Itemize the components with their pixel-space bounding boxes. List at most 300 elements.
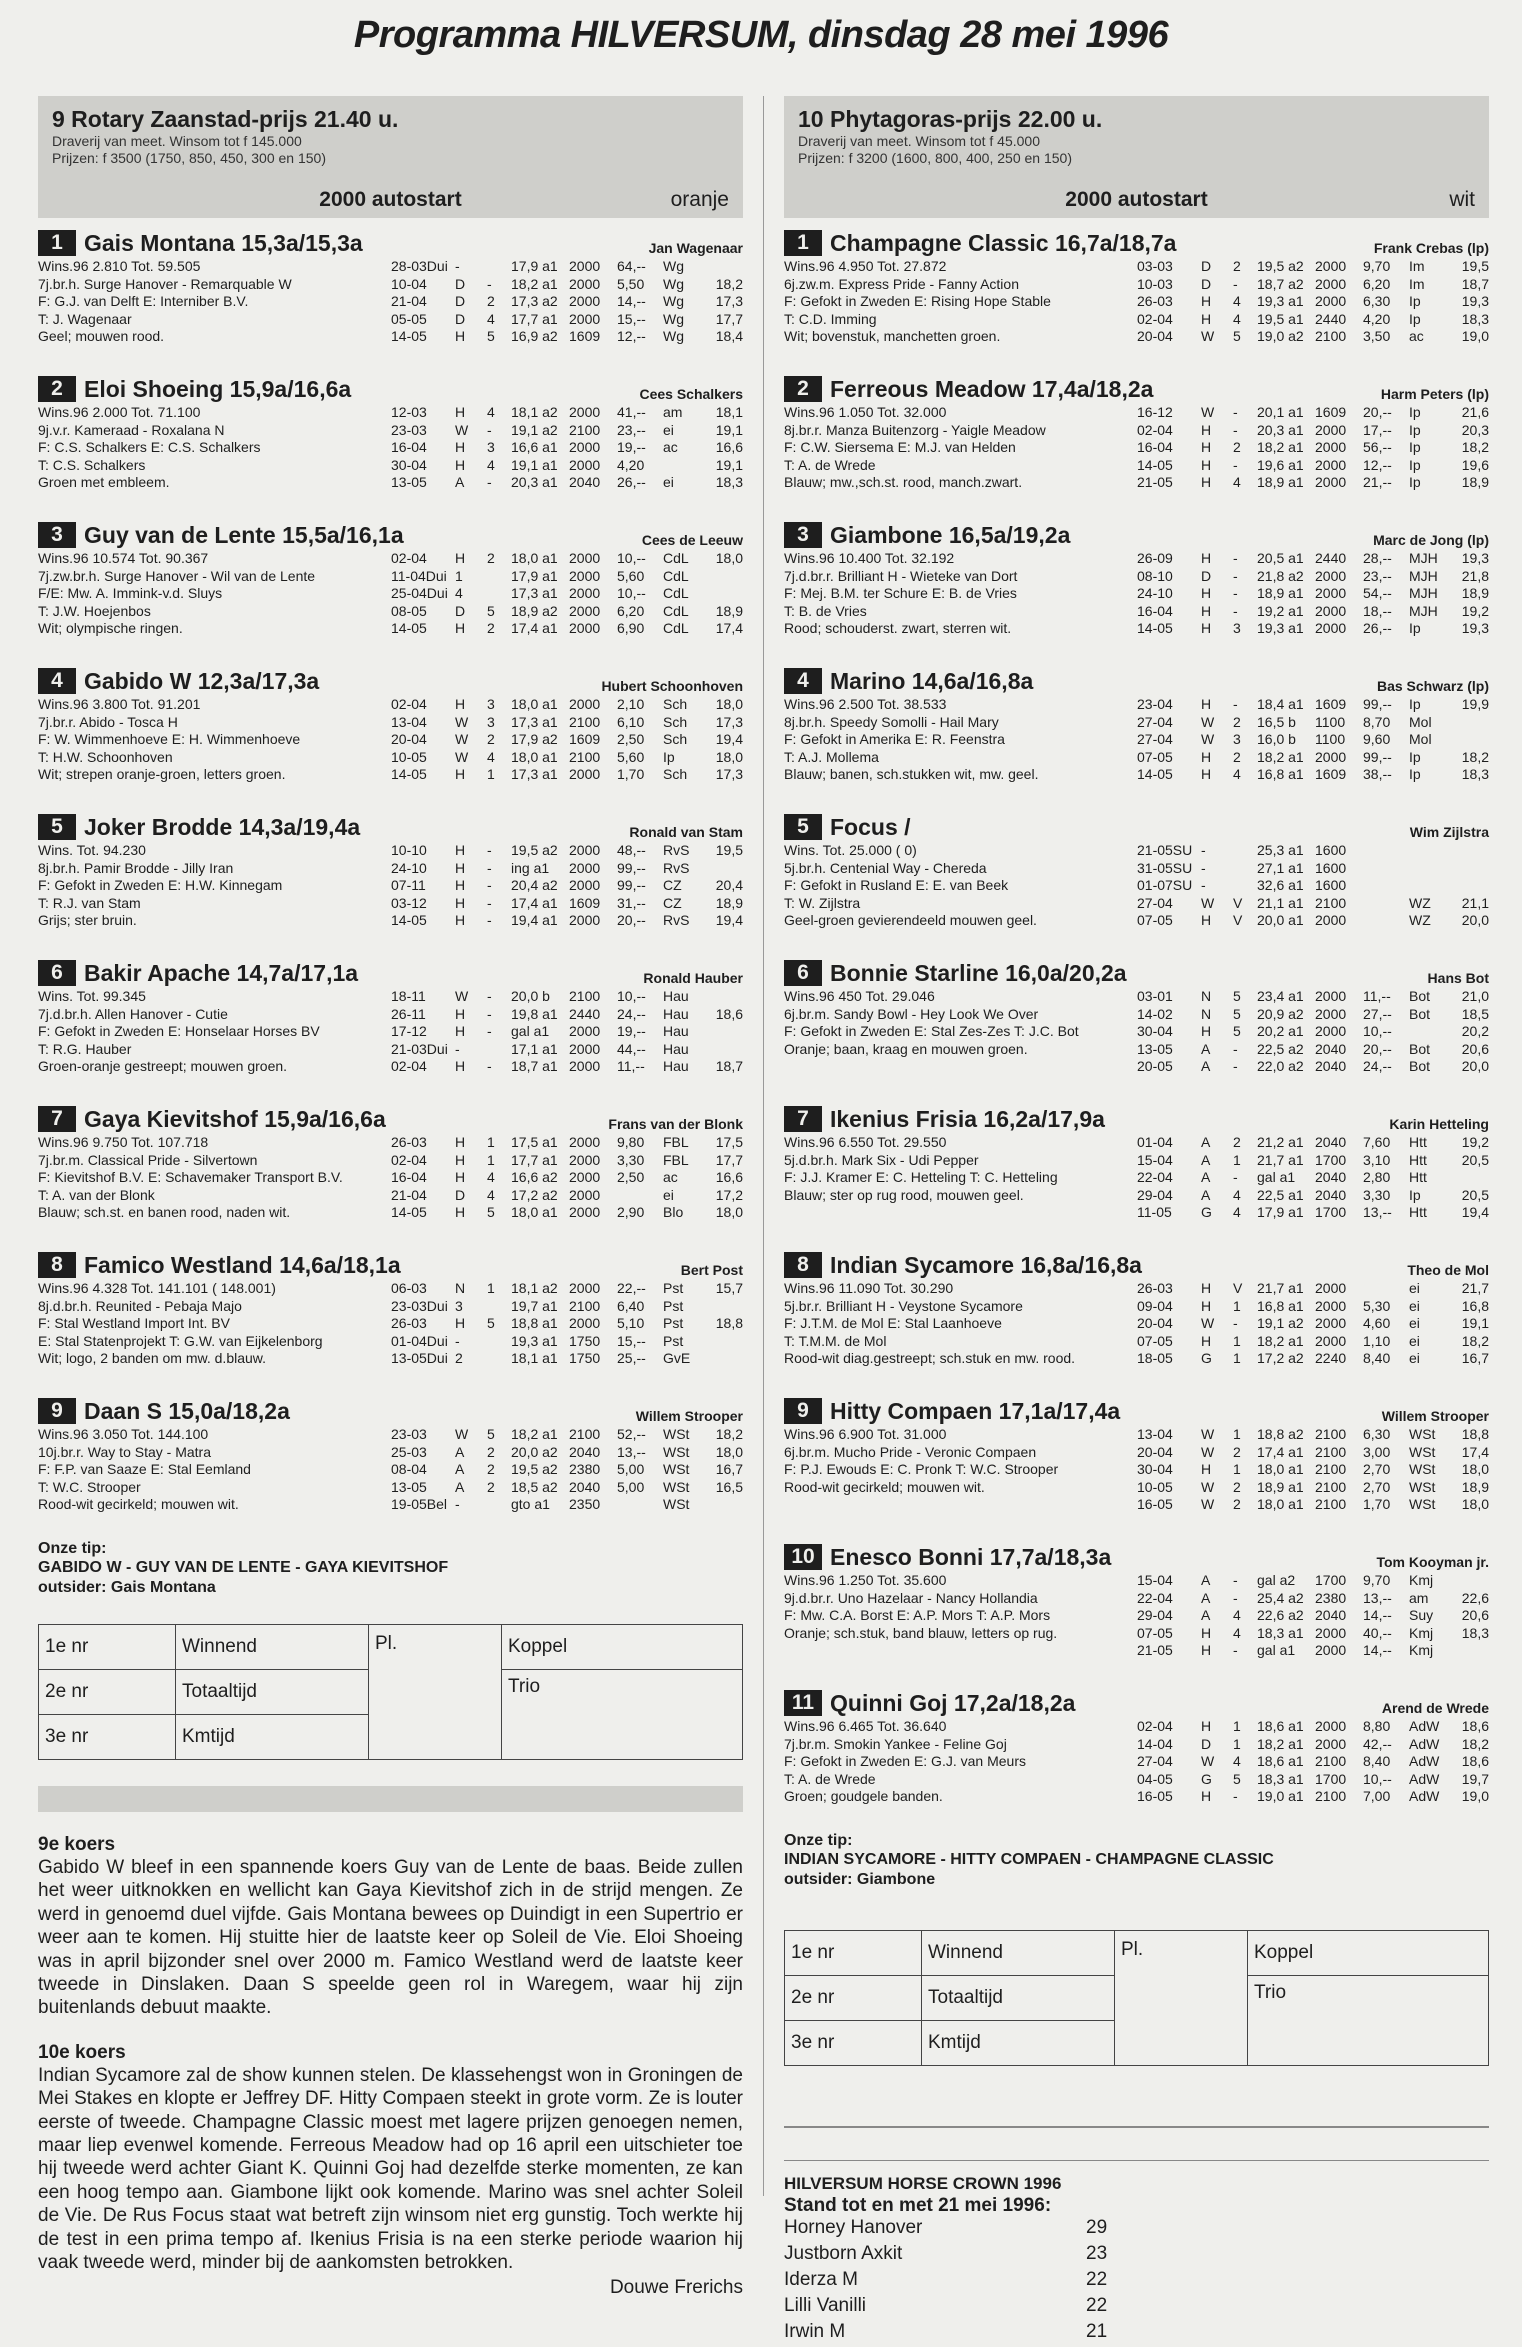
start-cell: 8,40: [1363, 1753, 1391, 1770]
start-cell: G: [1201, 1770, 1212, 1787]
start-cell: 4: [1233, 293, 1241, 310]
start-cell: 2,70: [1363, 1478, 1391, 1495]
start-cell: ei: [1409, 1297, 1420, 1314]
start-row: [1137, 585, 1489, 603]
start-row: [1137, 1333, 1489, 1351]
recent-starts: [391, 696, 743, 784]
start-cell: 19,--: [617, 439, 646, 456]
horse-details: [38, 1426, 743, 1532]
horse-info-line: Oranje; baan, kraag en mouwen groen.: [784, 1040, 1028, 1057]
start-cell: 21-05SU: [1137, 842, 1193, 858]
start-cell: 18,--: [1363, 602, 1392, 619]
start-cell: -: [487, 275, 492, 292]
horse-info-line: 9j.d.br.r. Uno Hazelaar - Nancy Hollandia: [784, 1589, 1038, 1606]
start-cell: 23-03Dui: [391, 1297, 448, 1314]
start-cell: H: [1201, 550, 1212, 566]
start-cell: -: [1201, 859, 1206, 876]
start-cell: 10-05: [1137, 1478, 1173, 1495]
horse-details: [38, 258, 743, 364]
start-row: [391, 766, 743, 784]
result-koppel-label: Koppel: [502, 1625, 743, 1670]
horse-info-line: F: Mw. C.A. Borst E: A.P. Mors T: A.P. Mors: [784, 1607, 1051, 1624]
start-cell: 2000: [1315, 275, 1347, 292]
start-cell: -: [455, 1332, 460, 1349]
start-cell: G: [1201, 1204, 1212, 1221]
horse-details: [38, 404, 743, 510]
start-cell: 2040: [1315, 1040, 1347, 1057]
start-cell: 4: [1233, 1607, 1241, 1624]
start-cell: 14-02: [1137, 1005, 1173, 1022]
result-first-label: 1e nr: [39, 1625, 176, 1670]
horse-info-line: 6j.br.m. Mucho Pride - Veronic Compaen: [784, 1443, 1037, 1460]
start-cell: 13,--: [1363, 1204, 1392, 1221]
start-row: [391, 1187, 743, 1205]
start-cell: 99,--: [1363, 696, 1392, 712]
start-cell: -: [1233, 404, 1238, 420]
horse-info-line: F: Gefokt in Amerika E: R. Feenstra: [784, 731, 1005, 748]
start-cell: 5,50: [617, 275, 645, 292]
start-row: [391, 988, 743, 1006]
start-row: [391, 1204, 743, 1222]
start-cell: 5,60: [617, 748, 645, 765]
start-cell: 21,6: [1461, 404, 1489, 420]
horse-header: [784, 230, 1489, 258]
start-cell: 27-04: [1137, 713, 1173, 730]
start-cell: 2: [1233, 748, 1241, 765]
start-cell: 20-04: [1137, 328, 1173, 345]
start-cell: Htt: [1409, 1169, 1427, 1186]
start-cell: Ip: [1409, 696, 1421, 712]
horse-info-line: F: Mej. B.M. ter Schure E: B. de Vries: [784, 585, 1017, 602]
start-cell: 20,4 a2: [511, 877, 558, 894]
start-cell: 16,7: [1461, 1350, 1489, 1367]
horse-header: [38, 1106, 743, 1134]
start-cell: 3: [487, 439, 495, 456]
start-cell: 18,8 a2: [1257, 1426, 1304, 1442]
horse-info-line: 7j.br.m. Smokin Yankee - Feline Goj: [784, 1735, 1007, 1752]
start-cell: 20,5 a1: [1257, 550, 1304, 566]
start-cell: W: [455, 713, 469, 730]
horse-info: [784, 1718, 1139, 1806]
start-cell: WSt: [663, 1496, 690, 1513]
horse-details: [38, 550, 743, 656]
driver-name: Hans Bot: [1427, 970, 1489, 986]
start-cell: H: [455, 620, 466, 637]
start-cell: Bot: [1409, 988, 1431, 1004]
start-cell: 18,3: [1461, 1624, 1489, 1641]
start-cell: 12,--: [617, 328, 646, 345]
start-cell: 2000: [569, 620, 601, 637]
start-cell: 2000: [569, 602, 601, 619]
start-row: [1137, 1590, 1489, 1608]
start-cell: -: [1233, 1642, 1238, 1659]
start-row: [1137, 895, 1489, 913]
koers10-text: Indian Sycamore zal de show kunnen stelen. De klassehengst won in Groningen de Mei Stakes en klopte er Jeffrey DF. Hitty Compaen steekt in grote vorm. Ze is louter eerste of tweede. Champagne Classic moest met lagere prijzen genoegen nemen, maar liep evenwel komende. Ferreous Meadow had op 16 april een uitschieter toe hij tweede werd achter Giant K. Quinni Goj had dezelfde sterke momenten, ze kan een hoog tempo aan. Giambone lijkt ook komende. Marino was snel achter Soleil de Vie. De Rus Focus staat wat betreft zijn winsom niet erg gunstig. Toch werkte hij de test in een prima tempo af. Ikenius Frisia is na een sterke periode waarion hij vaak tweede werd, minder bij de aankomsten betrokken.: [38, 2064, 743, 2274]
start-cell: H: [1201, 1718, 1212, 1734]
start-cell: H: [1201, 1461, 1212, 1478]
koers10-title: 10e koers: [38, 2041, 126, 2063]
horse-details: [38, 842, 743, 948]
start-cell: 19,1 a1: [511, 456, 558, 473]
horse-info-line: T: J.W. Hoejenbos: [38, 602, 151, 619]
start-cell: 18,3: [1461, 766, 1489, 783]
race-9-column: [38, 96, 743, 2299]
start-cell: 3,30: [617, 1151, 645, 1168]
start-cell: AdW: [1409, 1788, 1440, 1805]
start-cell: 02-04: [1137, 1718, 1173, 1734]
start-cell: 10-03: [1137, 275, 1173, 292]
start-cell: 5: [487, 1426, 495, 1442]
start-cell: FBL: [663, 1151, 689, 1168]
start-cell: D: [1201, 275, 1212, 292]
start-cell: 2: [487, 1478, 495, 1495]
start-cell: 29-04: [1137, 1186, 1173, 1203]
start-cell: 20,1 a1: [1257, 404, 1304, 420]
start-cell: 18,2: [1461, 439, 1489, 456]
recent-starts: [1137, 1426, 1489, 1514]
horse-info-line: Wit; olympische ringen.: [38, 620, 183, 637]
start-row: [391, 1280, 743, 1298]
result-third-label: 3e nr: [39, 1715, 176, 1760]
start-cell: -: [1233, 1315, 1238, 1332]
start-row: [1137, 1736, 1489, 1754]
horse-entry: [784, 1690, 1489, 1824]
start-cell: Pst: [663, 1280, 684, 1296]
start-cell: Sch: [663, 696, 688, 712]
horse-info: [38, 258, 393, 346]
horse-info: [784, 550, 1139, 638]
start-cell: -: [1233, 585, 1238, 602]
start-cell: 2000: [1315, 1280, 1347, 1296]
start-cell: WSt: [1409, 1478, 1436, 1495]
horse-header: [38, 960, 743, 988]
start-row: [391, 1444, 743, 1462]
start-cell: 26,--: [1363, 620, 1392, 637]
start-cell: 17,4 a1: [1257, 1443, 1304, 1460]
horse-info-line: T: C.D. Imming: [784, 310, 877, 327]
start-cell: 14-05: [391, 328, 427, 345]
horse-info-line: 5j.br.h. Centenial Way - Chereda: [784, 859, 987, 876]
recent-starts: [1137, 258, 1489, 346]
horse-name: Daan S 15,0a/18,2a: [84, 1398, 290, 1424]
start-cell: Ip: [1409, 404, 1421, 420]
start-cell: 2000: [569, 1023, 601, 1040]
start-cell: 20,3 a1: [1257, 421, 1304, 438]
recent-starts: [391, 842, 743, 930]
start-cell: H: [455, 1315, 466, 1332]
start-cell: gal a1: [1257, 1642, 1296, 1659]
start-cell: 13-05: [1137, 1040, 1173, 1057]
start-cell: 19,3 a1: [1257, 293, 1304, 310]
start-cell: W: [455, 1426, 469, 1442]
horse-info-line: Groen-oranje gestreept; mouwen groen.: [38, 1058, 288, 1075]
start-cell: 18,0 a1: [1257, 1461, 1304, 1478]
start-cell: 2: [487, 550, 495, 566]
start-cell: 26-03: [391, 1315, 427, 1332]
horse-details: [784, 1426, 1489, 1532]
start-cell: 13,--: [1363, 1589, 1392, 1606]
horse-info-line: 7j.d.br.r. Brilliant H - Wieteke van Dort: [784, 567, 1018, 584]
start-cell: Blo: [663, 1204, 684, 1221]
horse-details: [784, 842, 1489, 948]
start-cell: H: [455, 1134, 466, 1150]
start-cell: H: [1201, 585, 1212, 602]
start-cell: 19,0: [1461, 1788, 1489, 1805]
start-cell: 17,9 a1: [511, 567, 558, 584]
driver-name: Karin Hetteling: [1389, 1116, 1489, 1132]
start-cell: 52,--: [617, 1426, 646, 1442]
horse-name: Eloi Shoeing 15,9a/16,6a: [84, 376, 352, 402]
start-row: [1137, 1023, 1489, 1041]
horse-name: Bakir Apache 14,7a/17,1a: [84, 960, 359, 986]
horse-info-line: T: C.S. Schalkers: [38, 456, 146, 473]
horse-header: [38, 1252, 743, 1280]
start-cell: 18,0 a1: [511, 550, 558, 566]
start-cell: A: [1201, 1589, 1211, 1606]
horse-header: [784, 1398, 1489, 1426]
start-cell: 17,9 a1: [1257, 1204, 1304, 1221]
start-cell: 6,10: [617, 713, 645, 730]
horse-header: [38, 814, 743, 842]
start-cell: 19,3 a1: [1257, 620, 1304, 637]
start-cell: Hau: [663, 1023, 689, 1040]
horse-header: [38, 376, 743, 404]
start-cell: 13-05Dui: [391, 1350, 448, 1367]
start-cell: 21-05: [1137, 474, 1173, 491]
horse-header: [784, 1252, 1489, 1280]
start-cell: 2: [1233, 713, 1241, 730]
start-row: [1137, 1496, 1489, 1514]
start-row: [1137, 1607, 1489, 1625]
start-row: [1137, 1006, 1489, 1024]
horse-name: Famico Westland 14,6a/18,1a: [84, 1252, 401, 1278]
start-cell: 32,6 a1: [1257, 877, 1304, 894]
author: Douwe Frerichs: [609, 2276, 743, 2298]
start-cell: -: [487, 877, 492, 894]
start-cell: 15,--: [617, 1332, 646, 1349]
start-cell: 48,--: [617, 842, 646, 858]
horse-number: 9: [784, 1398, 822, 1424]
start-cell: 12,--: [1363, 456, 1392, 473]
start-row: [1137, 550, 1489, 568]
start-cell: -: [487, 912, 492, 929]
horse-name: Ikenius Frisia 16,2a/17,9a: [830, 1106, 1105, 1132]
horse-entry: [38, 1252, 743, 1386]
horse-details: [784, 1572, 1489, 1678]
start-cell: 5: [487, 328, 495, 345]
start-cell: 2000: [569, 912, 601, 929]
horse-number: 4: [38, 668, 76, 694]
start-cell: 18,0: [715, 696, 743, 712]
start-cell: A: [1201, 1134, 1211, 1150]
koers9-text: Gabido W bleef in een spannende koers Guy van de Lente de baas. Beide zullen het weer uitknokken en wellicht kan Gaya Kievitshof zich in de strijd mengen. Ze werd in genoemd duel vijfde. Gais Montana bewees op Duindigt in een Supertrio er weer aan te komen. Hij stuitte hier de laatste keer op Soleil de Vie. Eloi Shoeing was in april bijzonder snel over 2000 m. Famico Westland werd de laatste keer tweede in Dinslaken. Daan S speelde geen rol in Waregem, waar hij zijn buitenlands debuut maakte.: [38, 1857, 743, 2019]
start-cell: 2040: [569, 1443, 601, 1460]
crown-title: HILVERSUM HORSE CROWN 1996: [784, 2174, 1062, 2193]
start-cell: 13-04: [1137, 1426, 1173, 1442]
horse-info: [784, 1134, 1139, 1222]
start-cell: 6,30: [1363, 293, 1391, 310]
horse-info-line: T: T.M.M. de Mol: [784, 1332, 887, 1349]
start-cell: 44,--: [617, 1040, 646, 1057]
start-row: [1137, 1572, 1489, 1590]
start-cell: 16,8 a1: [1257, 766, 1304, 783]
start-cell: 4,20: [617, 456, 645, 473]
horse-name: Focus /: [830, 814, 911, 840]
start-row: [391, 696, 743, 714]
start-cell: 17,1 a1: [511, 1040, 558, 1057]
start-cell: am: [1409, 1589, 1429, 1606]
start-cell: A: [1201, 1058, 1211, 1075]
start-cell: 1: [487, 1151, 495, 1168]
start-row: [1137, 311, 1489, 329]
start-cell: 18,0 a1: [511, 748, 558, 765]
start-cell: 2100: [1315, 328, 1347, 345]
start-cell: 22,0 a2: [1257, 1058, 1304, 1075]
driver-name: Frans van der Blonk: [608, 1116, 743, 1132]
start-cell: 18,7 a2: [1257, 275, 1304, 292]
start-cell: 1600: [1315, 859, 1347, 876]
start-cell: 07-05: [1137, 1332, 1173, 1349]
horse-details: [38, 988, 743, 1094]
start-cell: Mol: [1409, 731, 1432, 748]
start-row: [1137, 1718, 1489, 1736]
start-row: [391, 1298, 743, 1316]
start-cell: W: [1201, 1496, 1215, 1513]
start-row: [1137, 714, 1489, 732]
start-cell: WSt: [1409, 1426, 1436, 1442]
start-row: [391, 585, 743, 603]
horse-info: [38, 1134, 393, 1222]
start-cell: H: [1201, 421, 1212, 438]
horse-details: [784, 258, 1489, 364]
start-cell: 9,70: [1363, 258, 1391, 274]
recent-starts: [1137, 1572, 1489, 1660]
horse-entry: [784, 1106, 1489, 1240]
start-row: [391, 1152, 743, 1170]
start-row: [391, 276, 743, 294]
start-cell: -: [487, 474, 492, 491]
start-cell: 1609: [569, 731, 601, 748]
start-cell: 9,70: [1363, 1572, 1391, 1588]
start-cell: 18-05: [1137, 1350, 1173, 1367]
start-cell: ei: [1409, 1315, 1420, 1332]
horse-entry: [784, 376, 1489, 510]
driver-name: Arend de Wrede: [1381, 1700, 1489, 1716]
start-cell: 16-04: [391, 1169, 427, 1186]
start-cell: D: [1201, 1735, 1212, 1752]
start-row: [1137, 696, 1489, 714]
start-cell: 17,4 a1: [511, 620, 558, 637]
horse-info-line: 7j.br.h. Surge Hanover - Remarquable W: [38, 275, 292, 292]
horse-entry: [38, 1106, 743, 1240]
start-cell: 14-05: [391, 620, 427, 637]
crown-points: 23: [1086, 2243, 1108, 2264]
start-cell: H: [1201, 439, 1212, 456]
horse-details: [784, 1718, 1489, 1824]
start-cell: 14-05: [391, 1204, 427, 1221]
race-prizes: Prijzen: f 3500 (1750, 850, 450, 300 en 150): [52, 150, 326, 166]
start-cell: ei: [663, 421, 674, 438]
start-cell: 1100: [1315, 731, 1346, 748]
start-cell: 2000: [1315, 988, 1347, 1004]
start-cell: 20,--: [1363, 404, 1392, 420]
start-cell: WSt: [663, 1426, 690, 1442]
start-cell: 21,8: [1461, 567, 1489, 584]
horse-name: Guy van de Lente 15,5a/16,1a: [84, 522, 404, 548]
start-cell: 20,--: [617, 912, 646, 929]
start-cell: W: [1201, 1478, 1215, 1495]
start-cell: 8,70: [1363, 713, 1391, 730]
start-cell: 19,1: [1461, 1315, 1489, 1332]
horse-header: [784, 376, 1489, 404]
start-cell: W: [1201, 1753, 1215, 1770]
start-cell: 26-03: [1137, 293, 1173, 310]
start-cell: 1,70: [617, 766, 645, 783]
start-cell: 20-05: [1137, 1058, 1173, 1075]
start-cell: gal a1: [511, 1023, 550, 1040]
start-cell: 10,--: [617, 550, 646, 566]
start-cell: D: [455, 275, 466, 292]
start-cell: 2000: [1315, 1642, 1347, 1659]
horse-details: [38, 1280, 743, 1386]
horse-name: Hitty Compaen 17,1a/17,4a: [830, 1398, 1121, 1424]
start-row: [391, 1461, 743, 1479]
horse-info-line: [784, 1642, 1139, 1660]
start-cell: 5,00: [617, 1478, 645, 1495]
start-row: [1137, 1315, 1489, 1333]
start-cell: 13-04: [391, 713, 427, 730]
start-cell: 03-12: [391, 894, 427, 911]
start-row: [391, 620, 743, 638]
start-cell: 17,3 a1: [511, 713, 558, 730]
horse-info-line: Wins.96 2.500 Tot. 38.533: [784, 696, 947, 712]
start-cell: H: [455, 877, 466, 894]
start-cell: 27,--: [1363, 1005, 1392, 1022]
start-cell: H: [455, 1058, 466, 1075]
start-cell: 2000: [569, 567, 601, 584]
start-cell: 11,--: [1363, 988, 1391, 1004]
start-cell: V: [1233, 912, 1243, 929]
horse-info: [784, 1572, 1139, 1660]
horse-number: 6: [38, 960, 76, 986]
horse-info-line: [784, 1204, 1139, 1222]
horse-info-line: F: P.J. Ewouds E: C. Pronk T: W.C. Strooper: [784, 1461, 1059, 1478]
start-cell: 2,50: [617, 1169, 645, 1186]
start-cell: 14-05: [1137, 456, 1173, 473]
start-cell: 19,8 a1: [511, 1005, 558, 1022]
start-cell: 2,80: [1363, 1169, 1391, 1186]
horse-number: 3: [784, 522, 822, 548]
start-row: [1137, 1461, 1489, 1479]
horse-info: [38, 696, 393, 784]
start-cell: -: [1233, 1169, 1238, 1186]
start-cell: 2: [1233, 439, 1241, 456]
horse-info-line: Geel-groen gevierendeeld mouwen geel.: [784, 912, 1037, 929]
start-cell: Ip: [1409, 620, 1421, 637]
start-cell: D: [1201, 567, 1212, 584]
horse-number: 8: [784, 1252, 822, 1278]
start-cell: 6,40: [617, 1297, 645, 1314]
start-row: [1137, 474, 1489, 492]
start-cell: 2: [1233, 1134, 1241, 1150]
start-cell: 99,--: [1363, 748, 1392, 765]
horse-info-line: Wins.96 3.050 Tot. 144.100: [38, 1426, 209, 1442]
horse-info-line: Wins. Tot. 99.345: [38, 988, 146, 1004]
start-cell: 14-05: [391, 766, 427, 783]
start-cell: 1: [487, 766, 495, 783]
crown-horse: Iderza M: [784, 2269, 858, 2290]
start-cell: D: [455, 310, 466, 327]
